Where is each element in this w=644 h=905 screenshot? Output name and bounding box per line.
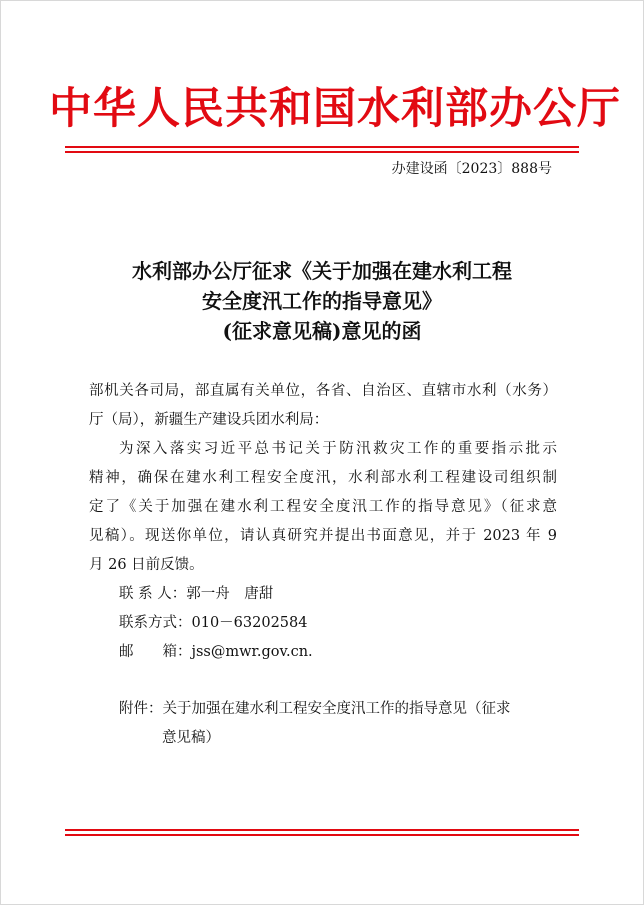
header-red-rule-thin: [65, 146, 579, 148]
addressee-line: 部机关各司局，部直属有关单位，各省、自治区、直辖市水利（水务）: [89, 383, 557, 399]
attachment-line: 附件：关于加强在建水利工程安全度汛工作的指导意见（征求: [119, 701, 511, 717]
header-red-rule-thick: [65, 151, 579, 153]
contact-person: 联 系 人：郭一舟 唐甜: [119, 586, 274, 602]
footer-red-rule-thin: [65, 834, 579, 836]
document-title-line: 水利部办公厅征求《关于加强在建水利工程: [132, 259, 512, 283]
document-title-line: 安全度汛工作的指导意见》: [202, 289, 442, 313]
document-title-line: (征求意见稿)意见的函: [222, 319, 422, 343]
office-header-title: 中华人民共和国水利部办公厅: [49, 84, 621, 134]
document-body: [89, 377, 557, 753]
contact-email: 邮 箱：jss@mwr.gov.cn.: [119, 644, 313, 660]
body-paragraph-line: 定了《关于加强在建水利工程安全度汛工作的指导意见》（征求意: [89, 499, 557, 515]
attachment-line: 意见稿）: [162, 730, 220, 746]
body-paragraph-line: 见稿）。现送你单位，请认真研究并提出书面意见，并于 2023 年 9: [89, 528, 557, 544]
body-paragraph-line: 精神，确保在建水利工程安全度汛，水利部水利工程建设司组织制: [89, 470, 557, 486]
footer-red-rule-thick: [65, 829, 579, 831]
document-number: 办建设函〔2023〕888号: [391, 161, 552, 177]
body-paragraph-line: 为深入落实习近平总书记关于防汛救灾工作的重要指示批示: [119, 441, 557, 457]
contact-phone: 联系方式：010－63202584: [119, 615, 308, 631]
body-paragraph-line: 月 26 日前反馈。: [89, 557, 204, 573]
document-title: [65, 256, 579, 346]
addressee-line: 厅（局），新疆生产建设兵团水利局：: [89, 412, 329, 428]
